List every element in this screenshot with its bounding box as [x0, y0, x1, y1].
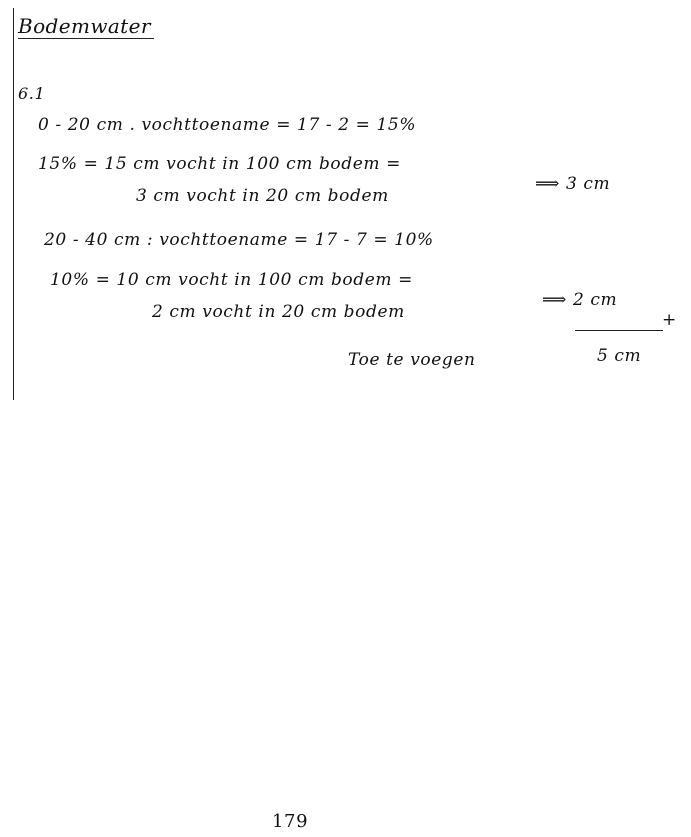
calc-line-20-40-per-20: 2 cm vocht in 20 cm bodem: [152, 302, 405, 322]
calc-line-20-40-increase: 20 - 40 cm : vochttoename = 17 - 7 = 10%: [44, 230, 434, 250]
calc-line-0-20-per-20: 3 cm vocht in 20 cm bodem: [136, 186, 389, 206]
calc-line-0-20-increase: 0 - 20 cm . vochttoename = 17 - 2 = 15%: [38, 115, 417, 135]
result-20-40: ⟹ 2 cm: [542, 290, 618, 310]
title-underline: [18, 38, 154, 39]
page-number: 179: [272, 811, 309, 832]
page-title: Bodemwater: [18, 14, 151, 38]
plus-sign: +: [662, 310, 677, 330]
calc-line-20-40-per-100: 10% = 10 cm vocht in 100 cm bodem =: [50, 270, 413, 290]
calc-line-0-20-per-100: 15% = 15 cm vocht in 100 cm bodem =: [38, 154, 401, 174]
result-0-20: ⟹ 3 cm: [535, 174, 611, 194]
total-value: 5 cm: [597, 346, 642, 366]
sum-rule: [575, 330, 663, 331]
margin-line: [13, 8, 14, 400]
total-label: Toe te voegen: [348, 350, 476, 370]
section-label: 6.1: [18, 84, 46, 103]
